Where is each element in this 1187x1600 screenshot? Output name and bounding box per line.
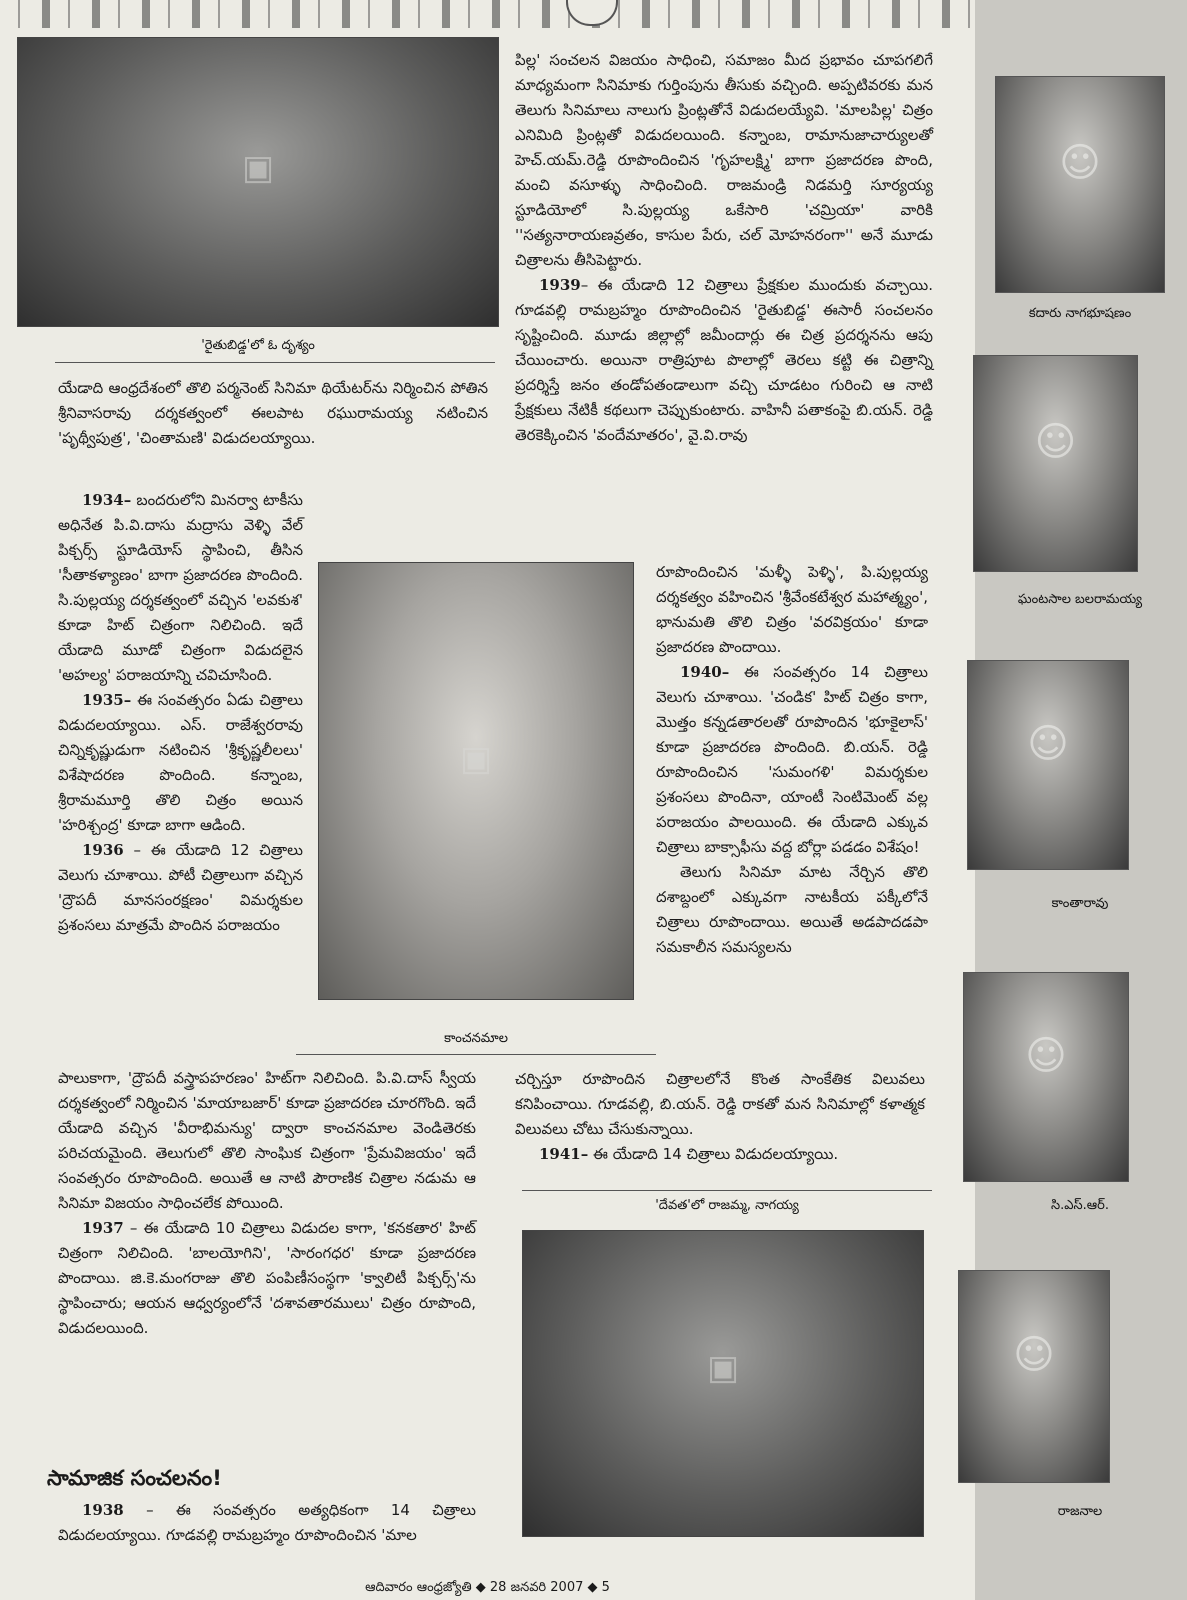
year-1941: 1941– xyxy=(539,1145,589,1163)
photo-icon: ▣ xyxy=(706,1348,740,1389)
decorative-top-border xyxy=(0,0,975,28)
right-intro-text: పిల్ల' సంచలన విజయం సాధించి, సమాజం మీద ప్రభావం చూపగలిగే మాధ్యమంగా సినిమాకు గుర్తింపును తీసుకు వచ్చింది. అప్పటివరకు మన తెలుగు సినిమాలు నాలుగు ప్రింట్లతోనే విడుదలయ్యేవి. 'మాలపిల్ల' చిత్రం ఎనిమిది ప్రింట్లతో విడుదలయింది. కన్నాంబ, రామానుజాచార్యులతో హెచ్.యమ్.రెడ్డి రూపొందించిన 'గృహలక్ష్మి' బాగా ప్రజాదరణ పొంది, మంచి వసూళ్ళు సాధించింది. రాజమండ్రి నిడమర్తి సూర్యయ్య స్టూడియోలో సి.పుల్లయ్య ఒకేసారి 'చమ్రియా' వారికి ''సత్యనారాయణవ్రతం, కాసుల పేరు, చల్ మోహనరంగా'' అనే మూడు చిత్రాలను తీసిపెట్టారు. xyxy=(515,51,933,269)
para-1939-cont: రూపొందించిన 'మళ్ళీ పెళ్ళి', పి.పుల్లయ్య దర్శకత్వం వహించిన 'శ్రీవేంకటేశ్వర మహాత్మ్యం', భానుమతి తొలి చిత్రం 'వరవిక్రయం' కూడా ప్రజాదరణ పొందాయి. xyxy=(656,563,928,656)
year-1935: 1935– xyxy=(82,691,132,709)
para-1934 xyxy=(58,488,303,688)
year-1937: 1937 xyxy=(82,1219,124,1237)
portrait-4 xyxy=(963,972,1129,1182)
photo-raithubidda-scene xyxy=(17,37,499,327)
photo-devatha-scene xyxy=(522,1230,924,1537)
divider xyxy=(296,1054,656,1055)
year-1934: 1934– xyxy=(82,491,132,509)
text-1940: ఈ సంవత్సరం 14 చిత్రాలు వెలుగు చూశాయి. 'చండిక' హిట్ చిత్రం కాగా, మొత్తం కన్నడతారలతో రూపొందిన 'భూకైలాస్' కూడా ప్రజాదరణ పొందింది. బి.యన్. రెడ్డి రూపొందించిన 'సుమంగళి' విమర్శకుల ప్రశంసలు పొందినా, యాంటీ సెంటిమెంట్ వల్ల పరాజయం పాలయింది. ఈ యేడాది ఎక్కువ చిత్రాలు బాక్సాఫీసు వద్ద బోర్లా పడడం విశేషం! xyxy=(656,663,928,856)
para-telugu-cinema: తెలుగు సినిమా మాట నేర్చిన తొలి దశాబ్దంలో ఎక్కువగా నాటకీయ పక్కీలోనే చిత్రాలు రూపొందాయి. అయితే అడపాదడపా సమకాలీన సమస్యలను xyxy=(656,863,928,956)
person-icon: ☺ xyxy=(1025,1033,1067,1080)
portrait-caption-1: కదారు నాగభూషణం xyxy=(1028,306,1132,321)
person-icon: ☺ xyxy=(1027,721,1069,768)
person-icon: ☺ xyxy=(1059,140,1101,186)
portrait-caption-5: రాజనాల xyxy=(1057,1504,1103,1519)
portrait-caption-3: కాంతారావు xyxy=(1051,896,1109,911)
para-1937 xyxy=(58,1216,476,1341)
caption-top-photo: 'రైతుబిడ్డ'లో ఓ దృశ్యం xyxy=(201,338,315,353)
photo-icon: ▣ xyxy=(459,739,493,780)
photo-kanchanamala xyxy=(318,562,634,1000)
portrait-caption-2: ఘంటసాల బలరామయ్య xyxy=(1017,592,1143,607)
year-1938: 1938 xyxy=(82,1501,124,1519)
right-bottom xyxy=(515,1067,925,1167)
para-1938 xyxy=(58,1498,476,1548)
text-1941: ఈ యేడాది 14 చిత్రాలు విడుదలయ్యాయి. xyxy=(588,1145,839,1163)
para-1940 xyxy=(656,660,928,860)
person-icon: ☺ xyxy=(1034,419,1077,465)
right-1939-1940 xyxy=(656,560,928,960)
para-1941 xyxy=(515,1142,925,1167)
text-1937: – ఈ యేడాది 10 చిత్రాలు విడుదల కాగా, 'కనకతార' హిట్ చిత్రంగా నిలిచింది. 'బాలయోగిని', 'సారంగధర' కూడా ప్రజాదరణ పొందాయి. జి.కె.మంగరాజు తొలి పంపిణీసంస్థగా 'క్వాలిటీ పిక్చర్స్'ను స్థాపించారు; ఆయన ఆధ్వర్యంలోనే 'దశావతారములు' చిత్రం రూపొంది, విడుదలయింది. xyxy=(58,1219,476,1337)
para-1935 xyxy=(58,688,303,838)
para-1936 xyxy=(58,838,303,938)
page-footer: ఆదివారం ఆంధ్రజ్యోతి ◆ 28 జనవరి 2007 ◆ 5 xyxy=(365,1580,610,1595)
left-1936-1938 xyxy=(58,1066,476,1341)
divider xyxy=(522,1190,932,1191)
para-1939 xyxy=(515,273,933,448)
portrait-caption-4: సి.ఎస్.ఆర్. xyxy=(1051,1198,1109,1213)
photo-icon: ▣ xyxy=(241,147,275,188)
left-1938 xyxy=(58,1498,476,1548)
section-heading: సామాజిక సంచలనం! xyxy=(47,1466,222,1490)
right-intro xyxy=(515,48,933,448)
para-cont: చర్చిస్తూ రూపొందిన చిత్రాలలోనే కొంత సాంకేతిక విలువలు కనిపించాయి. గూడవల్లి, బి.యన్. రెడ్డి రాకతో మన సినిమాల్లో కళాత్మక విలువలు చోటు చేసుకున్నాయి. xyxy=(515,1070,925,1138)
portrait-1 xyxy=(995,76,1165,293)
caption-bottom-photo: 'దేవత'లో రాజమ్మ, నాగయ్య xyxy=(655,1198,799,1213)
text-1935: ఈ సంవత్సరం ఏడు చిత్రాలు విడుదలయ్యాయి. ఎస్. రాజేశ్వరరావు చిన్నికృష్ణుడుగా నటించిన 'శ్రీకృష్ణలీలలు' విశేషాదరణ పొందింది. కన్నాంబ, శ్రీరామమూర్తి తొలి చిత్రం అయిన 'హరిశ్చంద్ర' కూడా బాగా ఆడింది. xyxy=(58,691,303,834)
divider xyxy=(55,362,495,363)
left-1934-1936 xyxy=(58,488,303,938)
caption-center-photo: కాంచనమాల xyxy=(444,1031,508,1046)
year-1940: 1940– xyxy=(680,663,730,681)
text-1939: – ఈ యేడాది 12 చిత్రాలు ప్రేక్షకుల ముందుకు వచ్చాయి. గూడవల్లి రామబ్రహ్మం రూపొందించిన 'రైతుబిడ్డ' ఈసారీ సంచలనం సృష్టించింది. మూడు జిల్లాల్లో జమీందార్లు ఈ చిత్ర ప్రదర్శనను ఆపు చేయించారు. అయినా రాత్రిపూట పొలాల్లో తెరలు కట్టి ఈ చిత్రాన్ని ప్రదర్శిస్తే జనం తండోపతండాలుగా వచ్చి చూడటం గురించి ఆ నాటి ప్రేక్షకులు నేటికీ కథలుగా చెప్పుకుంటారు. వాహినీ పతాకంపై బి.యన్. రెడ్డి తెరకెక్కించిన 'వందేమాతరం', వై.వి.రావు xyxy=(515,276,933,444)
text-1938: – ఈ సంవత్సరం అత్యధికంగా 14 చిత్రాలు విడుదలయ్యాయి. గూడవల్లి రామబ్రహ్మం రూపొందించిన 'మాల xyxy=(58,1501,476,1544)
text-1936: – ఈ యేడాది 12 చిత్రాలు వెలుగు చూశాయి. పోటీ చిత్రాలుగా వచ్చిన 'ద్రౌపదీ మానసంరక్షణం' విమర్శకుల ప్రశంసలు మాత్రమే పొందిన పరాజయం xyxy=(58,841,303,934)
portrait-2 xyxy=(973,355,1138,572)
text-1934: బందరులోని మినర్వా టాకీసు అధినేత పి.వి.దాసు మద్రాసు వెళ్ళి వేల్ పిక్చర్స్ స్టూడియోస్ స్థాపించి, తీసిన 'సీతాకళ్యాణం' బాగా ప్రజాదరణ పొందింది. సి.పుల్లయ్య దర్శకత్వంలో వచ్చిన 'లవకుశ' కూడా హిట్ చిత్రంగా నిలిచింది. ఇదే యేడాది మూడో చిత్రంగా విడుదలైన 'అహల్య' పరాజయాన్ని చవిచూసింది. xyxy=(58,491,303,684)
year-1936: 1936 xyxy=(82,841,124,859)
left-intro xyxy=(58,376,488,451)
portrait-5 xyxy=(958,1270,1110,1483)
para-1936-cont: పాలుకాగా, 'ద్రౌపదీ వస్త్రాపహరణం' హిట్‌గా నిలిచింది. పి.వి.దాస్ స్వీయ దర్శకత్వంలో నిర్మించిన 'మాయాబజార్' కూడా ప్రజాదరణ చూరగొంది. ఇదే యేడాది వచ్చిన 'వీరాభిమన్యు' ద్వారా కాంచనమాల వెండితెరకు పరిచయమైంది. తెలుగులో తొలి సాంఘిక చిత్రంగా 'ప్రేమవిజయం' ఇదే సంవత్సరం రూపొందింది. అయితే ఆ నాటి పౌరాణిక చిత్రాల నడుమ ఆ సినిమా విజయం సాధించలేక పోయింది. xyxy=(58,1069,476,1212)
person-icon: ☺ xyxy=(1013,1332,1055,1379)
left-intro-text: యేడాది ఆంధ్రదేశంలో తొలి పర్మనెంట్ సినిమా థియేటర్‌ను నిర్మించిన పోతిన శ్రీనివాసరావు దర్శకత్వంలో ఈలపాట రఘురామయ్య నటించిన 'పృథ్వీపుత్ర', 'చింతామణి' విడుదలయ్యాయి. xyxy=(58,379,488,447)
year-1939: 1939 xyxy=(539,276,581,294)
portrait-3 xyxy=(967,660,1129,870)
